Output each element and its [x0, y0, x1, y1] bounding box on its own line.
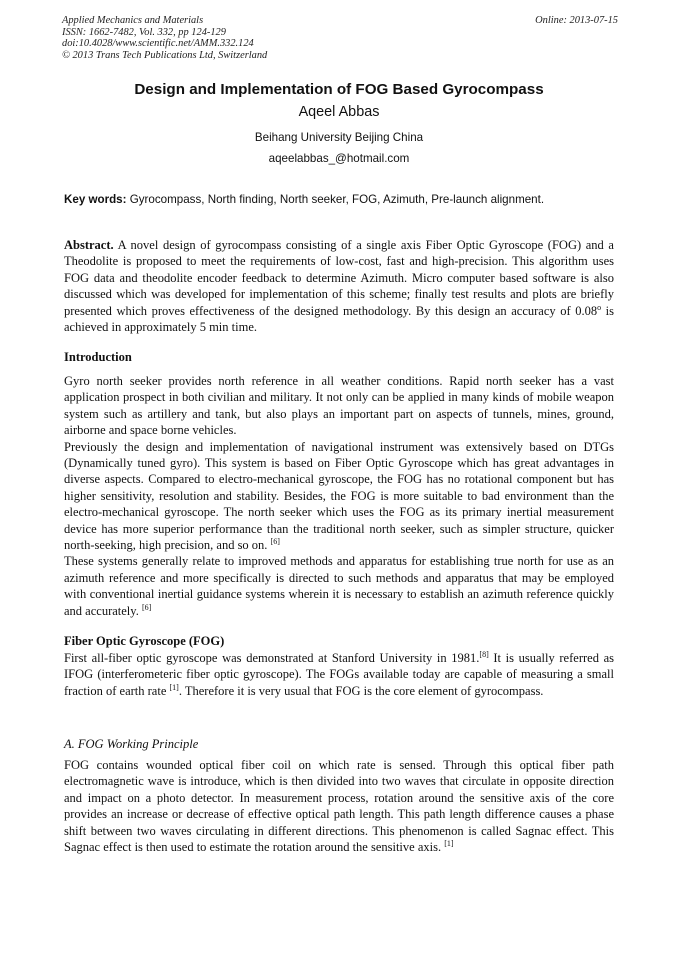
principle-heading: A. FOG Working Principle	[64, 737, 199, 751]
fog-body	[64, 650, 614, 699]
intro-paragraph-3	[64, 553, 614, 619]
citation-ref: [1]	[444, 839, 454, 849]
citation-ref: [6]	[141, 602, 152, 612]
citation-ref: [8]	[479, 650, 489, 659]
intro-paragraph-1: Gyro north seeker provides north reference in all weather conditions. Rapid north seeker has a vast application prospect in both civilian and military. It not only can be applied in many kinds of mobile weapon system such as artillery and tank, but also plays an important part on aspects of tunnels, mines, ground, airborne and space borne vehicles.	[64, 374, 614, 438]
citation-ref: [1]	[169, 682, 179, 692]
keywords-label: Key words:	[64, 193, 127, 206]
introduction-body	[64, 373, 614, 619]
affiliation: Beihang University Beijing China	[254, 131, 424, 144]
fog-text-2: It is usually referred as IFOG (interferometeric fiber optic gyroscope). The FOGs available today are capable of measuring a small fraction of earth rate	[64, 651, 614, 698]
abstract-text-end: is achieved in approximately 5 min time.	[64, 303, 614, 335]
keywords	[64, 193, 624, 206]
journal-name: Applied Mechanics and Materials	[62, 15, 204, 26]
keywords-text: Gyrocompass, North finding, North seeker, FOG, Azimuth, Pre-launch alignment.	[129, 193, 545, 206]
intro-paragraph-2	[64, 439, 614, 554]
citation-ref: [6]	[270, 537, 280, 547]
journal-header	[62, 15, 618, 61]
abstract-label: Abstract.	[64, 238, 114, 252]
author-name: Aqeel Abbas	[298, 104, 380, 120]
fog-heading: Fiber Optic Gyroscope (FOG)	[64, 634, 225, 648]
abstract-text: A novel design of gyrocompass consisting of a single axis Fiber Optic Gyroscope (FOG) and a Theodolite is proposed to meet the requirements of low-cost, fast and high-precision. This algorithm uses FOG data and theodolite encoder feedback to determine Azimuth. Micro computer based software is also discussed which was developed for implementation of this scheme; finally test results and plots are briefly presented which proves effectiveness of the designed methodology. By this design an accuracy of 0.08	[64, 238, 614, 318]
principle-text: FOG contains wounded optical fiber coil on which rate is sensed. Through this optical fiber path electromagnetic wave is introduce, which is then divided into two waves that circulate in opposite direction and impact on a photo detector. In measurement process, rotation around the sensitive axis of the core provides an increase or decrease of effective optical path length. This path length difference causes a phase shift between two waves circulating in different directions. This phenomenon is called Sagnac effect. This Sagnac effect is then used to estimate the rotation around the sensitive axis.	[64, 758, 614, 855]
intro-paragraph-3-text: These systems generally relate to improved methods and apparatus for establishing true north for use as an azimuth reference and more specifically is directed to such methods and apparatus that may be employed with conventional inertial guidance systems wherein it is necessary to establish an azimuth reference quickly and accurately.	[64, 554, 614, 618]
intro-paragraph-2-text: Previously the design and implementation of navigational instrument was extensively based on DTGs (Dynamically tuned gyro). This system is based on Fiber Optic Gyroscope which has great advantages in diverse aspects. Compared to electro-mechanical gyroscope, the FOG has no rotational component but has higher sensitivity, resolution and stability. Besides, the FOG is more suitable to bad environment than the electro-mechanical gyroscope. The north seeker which uses the FOG as its primary inertial measurement device has more superior performance than the traditional north seeker, such as simpler structure, quicker north-seeking, high precision, and so on.	[64, 439, 614, 553]
author-email: aqeelabbas_@hotmail.com	[268, 152, 410, 165]
doi-line: doi:10.4028/www.scientific.net/AMM.332.124	[62, 38, 254, 50]
introduction-heading: Introduction	[64, 350, 132, 364]
copyright-line: © 2013 Trans Tech Publications Ltd, Switzerland	[62, 49, 268, 61]
fog-text-3: . Therefore it is very usual that FOG is the core element of gyrocompass.	[178, 683, 544, 698]
degree-symbol: o	[597, 302, 602, 312]
fog-text-1: First all-fiber optic gyroscope was demonstrated at Stanford University in 1981.	[64, 651, 480, 665]
online-date: Online: 2013-07-15	[535, 15, 618, 26]
paper-title: Design and Implementation of FOG Based Gyrocompass	[134, 81, 544, 98]
principle-body	[64, 757, 614, 855]
issn-line: ISSN: 1662-7482, Vol. 332, pp 124-129	[62, 26, 226, 38]
abstract	[64, 237, 614, 335]
